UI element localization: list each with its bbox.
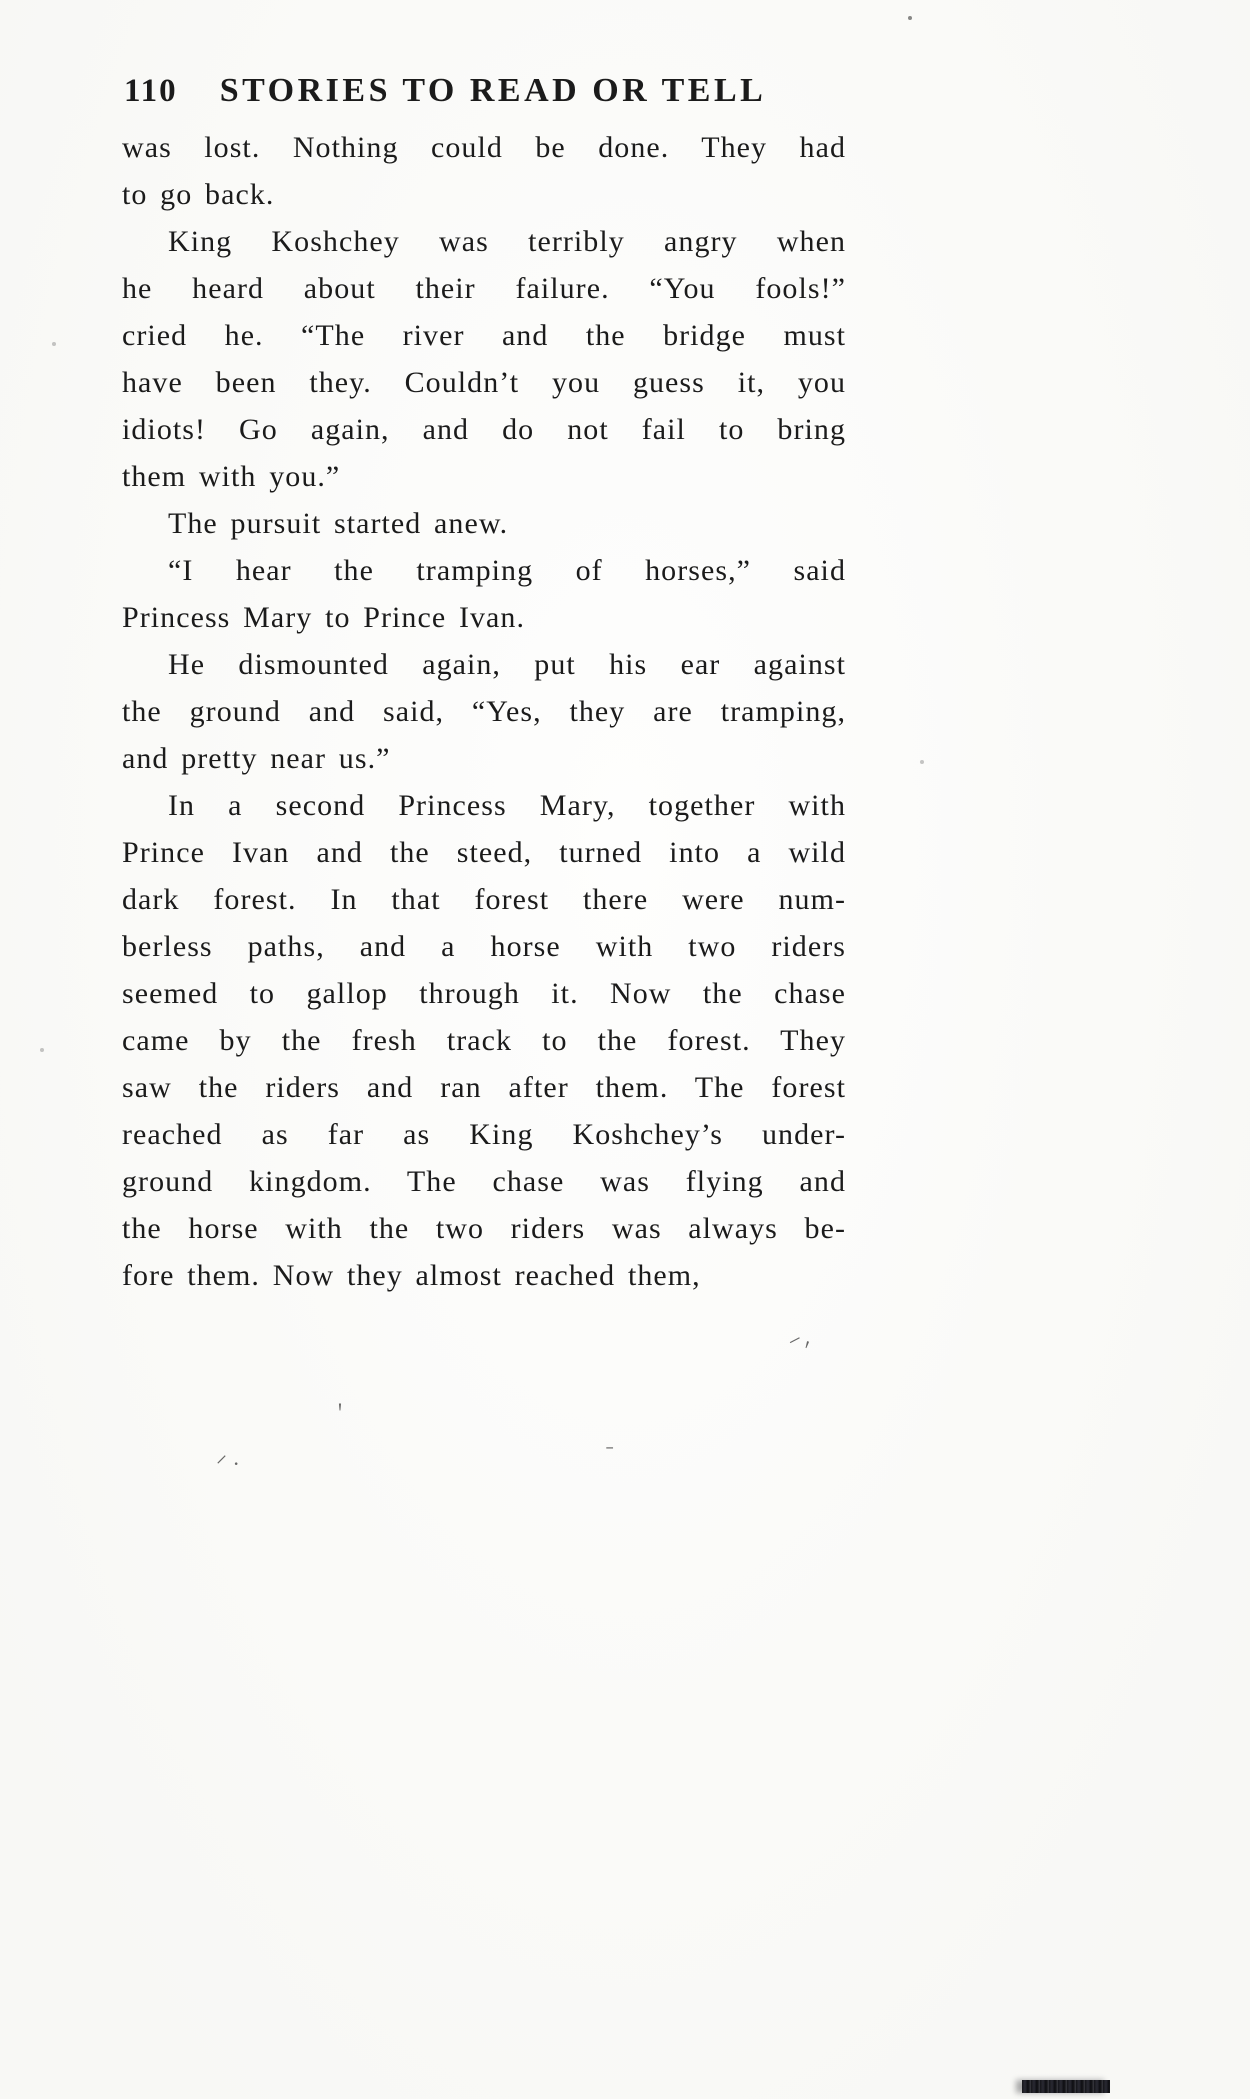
text-line: the horse with the two riders was always be- bbox=[122, 1212, 846, 1245]
text-line: have been they. Couldn’t you guess it, you bbox=[122, 366, 846, 399]
text-line: reached as far as King Koshchey’s under- bbox=[122, 1118, 846, 1151]
running-title: STORIES TO READ OR TELL bbox=[219, 72, 767, 109]
text-line: to go back. bbox=[122, 178, 275, 211]
scan-speck bbox=[40, 1048, 44, 1052]
text-line: berless paths, and a horse with two riders bbox=[122, 930, 846, 963]
paragraph bbox=[122, 218, 846, 500]
scan-ink-mark: ⸍ ꞌ bbox=[784, 1330, 812, 1361]
paragraph bbox=[122, 641, 846, 782]
paragraph bbox=[122, 124, 846, 218]
paragraph bbox=[122, 782, 846, 1299]
scan-ink-mark: ꞌ bbox=[338, 1398, 342, 1423]
scan-ink-mark: ˗ bbox=[606, 1432, 614, 1457]
text-line: idiots! Go again, and do not fail to bring bbox=[122, 413, 846, 446]
scan-glitch-bar bbox=[1022, 2080, 1110, 2093]
text-line: ground kingdom. The chase was flying and bbox=[122, 1165, 846, 1198]
text-line: seemed to gallop through it. Now the chase bbox=[122, 977, 846, 1010]
scan-speck bbox=[908, 16, 912, 20]
text-block bbox=[122, 72, 846, 1299]
text-line: he heard about their failure. “You fools!” bbox=[122, 272, 846, 305]
body-text bbox=[122, 124, 846, 1299]
text-line: the ground and said, “Yes, they are tramping, bbox=[122, 695, 846, 728]
text-line: dark forest. In that forest there were num- bbox=[122, 883, 846, 916]
scan-speck bbox=[52, 342, 56, 346]
scan-ink-mark: ⸍ · bbox=[216, 1451, 240, 1476]
text-line: “I hear the tramping of horses,” said bbox=[168, 554, 846, 587]
text-line: and pretty near us.” bbox=[122, 742, 391, 775]
text-line: fore them. Now they almost reached them, bbox=[122, 1259, 701, 1292]
paragraph bbox=[122, 547, 846, 641]
text-line: them with you.” bbox=[122, 460, 341, 493]
text-line: was lost. Nothing could be done. They had bbox=[122, 131, 846, 164]
text-line: Prince Ivan and the steed, turned into a wild bbox=[122, 836, 846, 869]
text-line: cried he. “The river and the bridge must bbox=[122, 319, 846, 352]
text-line: In a second Princess Mary, together with bbox=[168, 789, 846, 822]
text-line: saw the riders and ran after them. The forest bbox=[122, 1071, 846, 1104]
text-line: King Koshchey was terribly angry when bbox=[168, 225, 846, 258]
text-line: He dismounted again, put his ear against bbox=[168, 648, 846, 681]
text-line: came by the fresh track to the forest. They bbox=[122, 1024, 846, 1057]
paragraph bbox=[122, 500, 846, 547]
text-line: Princess Mary to Prince Ivan. bbox=[122, 601, 526, 634]
scan-speck bbox=[920, 760, 924, 764]
text-line: The pursuit started anew. bbox=[168, 507, 509, 540]
page-header bbox=[124, 72, 846, 110]
page-number: 110 bbox=[124, 73, 178, 109]
